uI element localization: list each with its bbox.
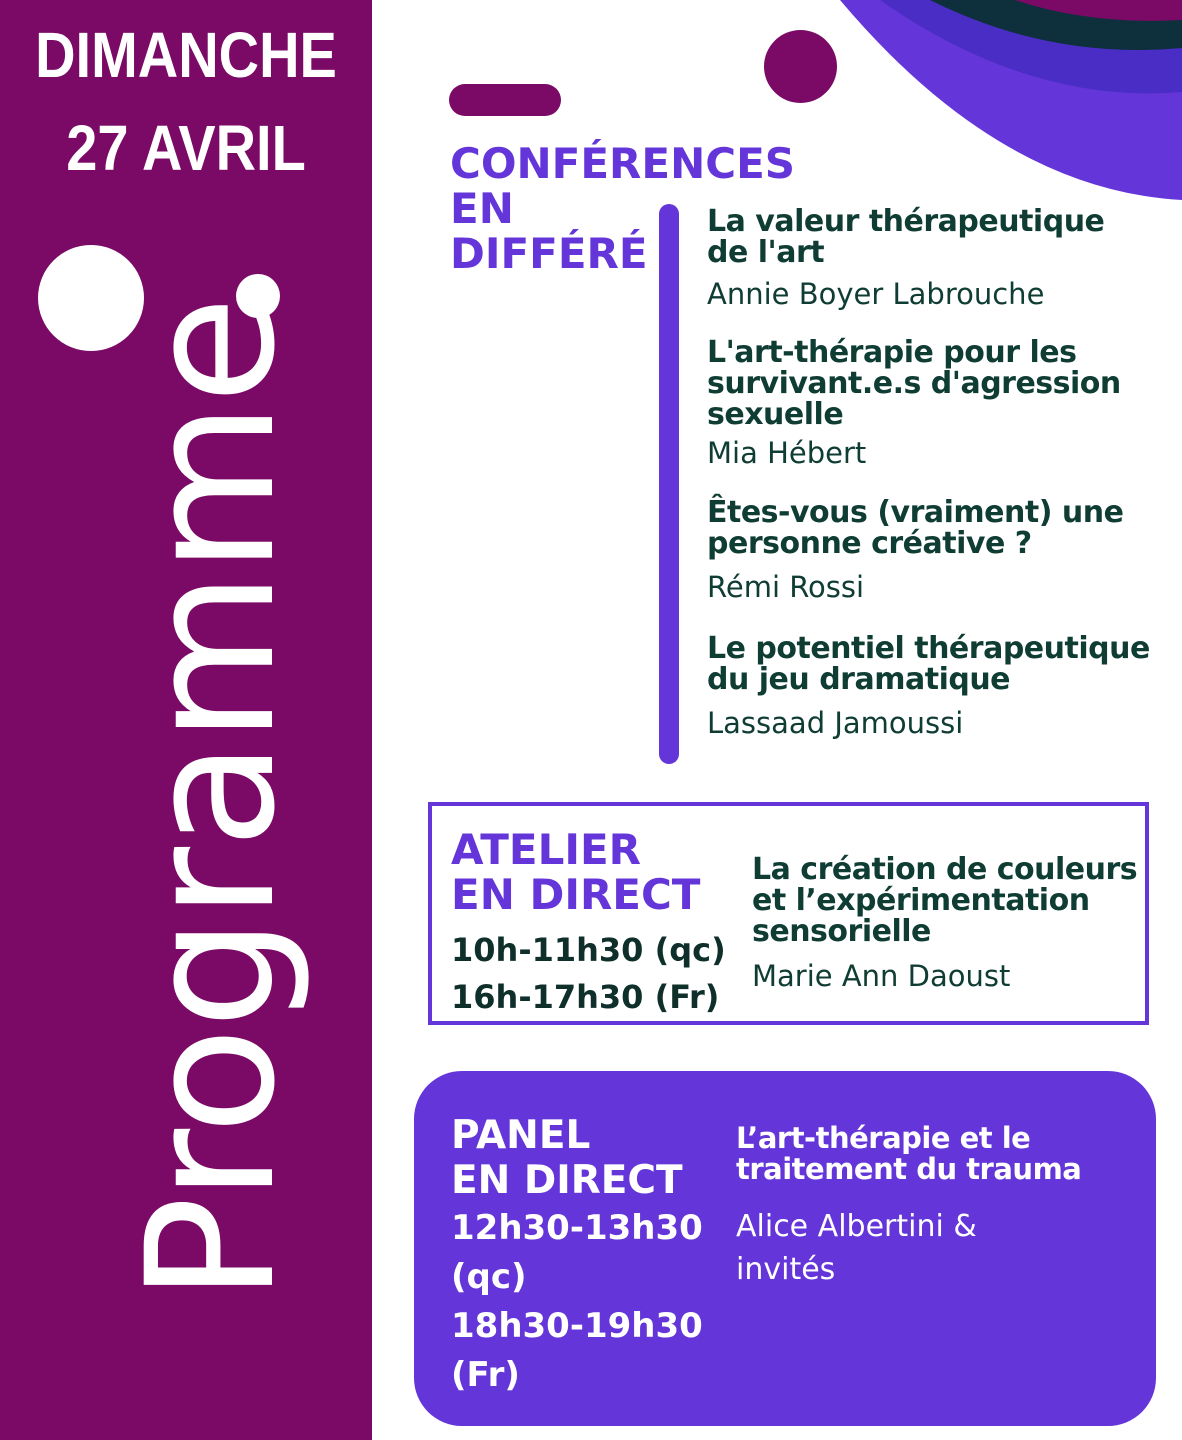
atelier-time-line: 10h-11h30 (qc)	[451, 931, 726, 969]
talk-title-line: de l'art	[707, 235, 825, 270]
decorative-circle	[764, 30, 837, 103]
programme-title: Programme	[109, 297, 314, 1303]
atelier-title-line: La création de couleurs	[752, 852, 1138, 887]
talk-title	[707, 337, 1121, 430]
talk-title-line: personne créative ?	[707, 526, 1032, 561]
panel-author-line: invités	[736, 1252, 836, 1287]
atelier-title-line: et l’expérimentation	[752, 883, 1090, 918]
date-full: 27 AVRIL	[66, 111, 306, 184]
talk-title-line: du jeu dramatique	[707, 662, 1011, 697]
atelier-heading-line: ATELIER	[451, 825, 642, 874]
panel-title-line: traitement du trauma	[736, 1152, 1082, 1186]
atelier-times	[451, 927, 726, 1021]
panel-heading-line: EN DIRECT	[451, 1158, 683, 1203]
atelier-author: Marie Ann Daoust	[752, 959, 1011, 993]
panel-time-line: (qc)	[451, 1257, 527, 1297]
talk-author: Mia Hébert	[707, 436, 867, 470]
talk-item	[707, 337, 1121, 469]
conferences-heading-line: EN	[450, 184, 514, 233]
talk-title-line: sexuelle	[707, 397, 844, 432]
section-divider-bar	[659, 204, 679, 764]
talk-title-line: survivant.e.s d'agression	[707, 366, 1121, 401]
talk-title	[707, 206, 1104, 268]
panel-time-line: 12h30-13h30	[451, 1208, 703, 1248]
decorative-pill	[449, 84, 561, 116]
panel-title-line: L’art-thérapie et le	[736, 1121, 1031, 1155]
talk-title-line: La valeur thérapeutique	[707, 204, 1105, 239]
conferences-heading-line: DIFFÉRÉ	[450, 229, 648, 278]
panel-title	[736, 1123, 1081, 1185]
panel-times	[451, 1204, 703, 1400]
talk-title	[707, 497, 1123, 559]
talk-title	[707, 633, 1150, 695]
talk-item	[707, 633, 1150, 739]
atelier-time-line: 16h-17h30 (Fr)	[451, 978, 720, 1016]
talk-title-line: Le potentiel thérapeutique	[707, 631, 1150, 666]
panel-time-line: (Fr)	[451, 1355, 520, 1395]
panel-heading	[451, 1113, 683, 1203]
conferences-heading-line: CONFÉRENCES	[450, 139, 796, 188]
atelier-heading-line: EN DIRECT	[451, 870, 701, 919]
panel-author	[736, 1205, 977, 1291]
atelier-title	[752, 854, 1137, 947]
talk-item	[707, 497, 1123, 603]
talk-title-line: Êtes-vous (vraiment) une	[707, 495, 1124, 530]
talk-title-line: L'art-thérapie pour les	[707, 335, 1077, 370]
talk-author: Lassaad Jamoussi	[707, 706, 964, 740]
panel-time-line: 18h30-19h30	[451, 1306, 703, 1346]
talk-item	[707, 206, 1104, 310]
atelier-title-line: sensorielle	[752, 914, 931, 949]
talk-author: Annie Boyer Labrouche	[707, 277, 1045, 311]
panel-author-line: Alice Albertini &	[736, 1209, 977, 1244]
date-day: DIMANCHE	[35, 18, 337, 91]
panel-heading-line: PANEL	[451, 1113, 591, 1158]
talk-author: Rémi Rossi	[707, 570, 865, 604]
atelier-heading	[451, 827, 700, 917]
